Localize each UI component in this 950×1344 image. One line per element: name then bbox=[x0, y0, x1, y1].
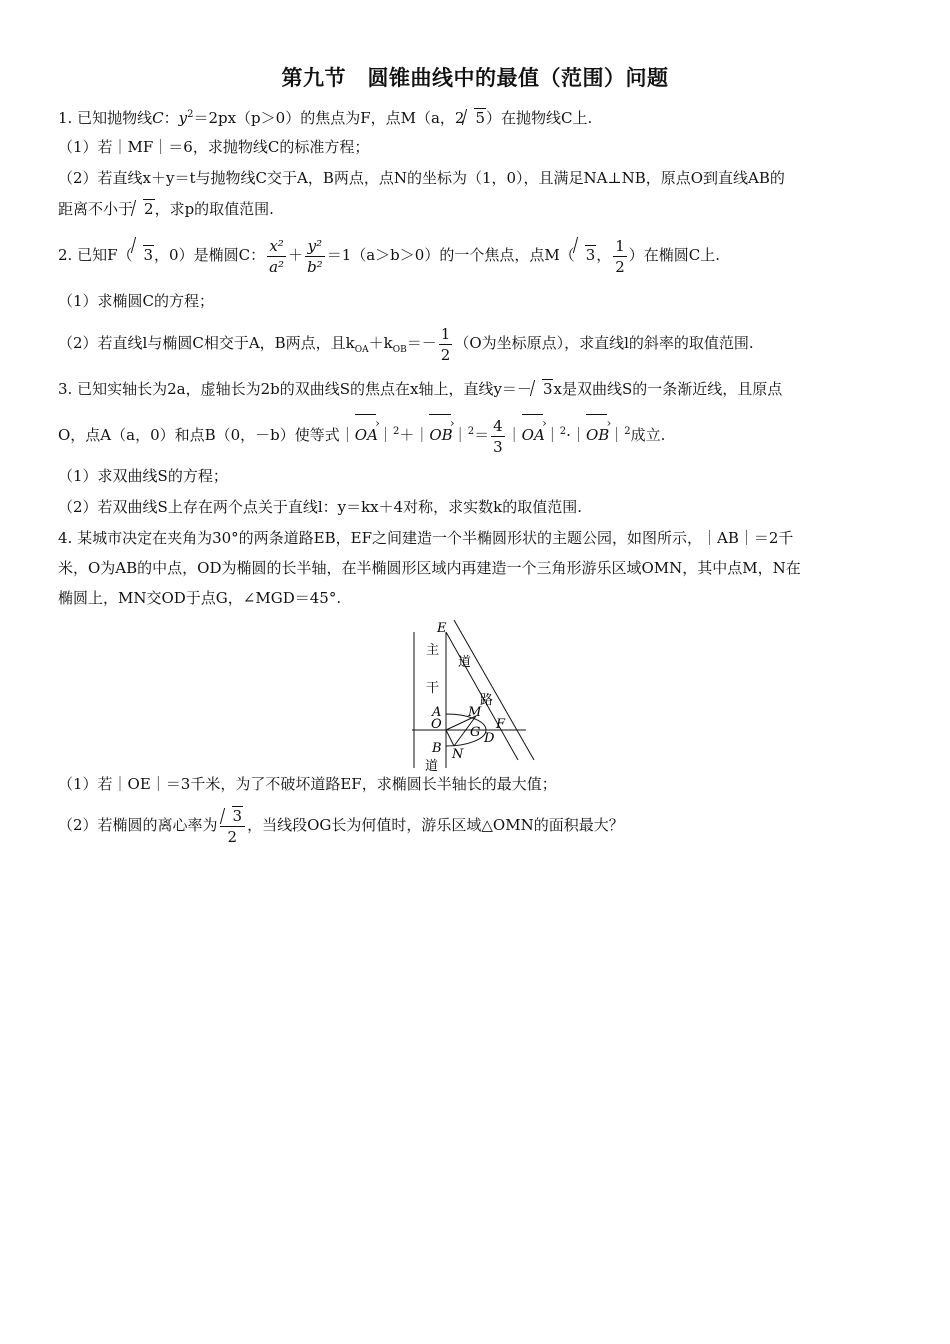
label-d: D bbox=[484, 731, 495, 746]
label-e: E bbox=[437, 621, 447, 636]
label-b: B bbox=[432, 741, 442, 756]
fraction-y2-b2: $\frac{\text{y²}}{\text{b²}}$ bbox=[307, 236, 323, 276]
label-f: F bbox=[496, 717, 506, 732]
sqrt-5: 5 bbox=[464, 107, 486, 129]
label-m: M bbox=[468, 705, 482, 720]
label-lu: 路 bbox=[480, 693, 494, 708]
fraction-4-3: $\frac{4}{3}$ bbox=[493, 416, 503, 456]
label-n: N bbox=[452, 747, 464, 762]
figure-svg bbox=[410, 618, 540, 774]
problem-4-stem-line-2: 米，O为AB的中点，OD为椭圆的长半轴，在半椭圆形区域内再建造一个三角形游乐区域OMN，其中点M，N在 bbox=[58, 559, 801, 577]
label-gan: 干 bbox=[426, 681, 440, 696]
problem-3-stem-line-2: O，点A（a，0）和点B（0，－b）使等式｜› OA｜$^2$＋｜› OB｜$^2$＝ $\frac{4}{3}$ ｜› OA｜$^2$·｜› OB｜$^2$成立. bbox=[58, 412, 892, 457]
sqrt-3: 3 bbox=[133, 235, 155, 275]
fraction-1-2: $\frac{1}{2}$ bbox=[440, 324, 451, 364]
problem-1-question-2-line-2: 距离不小于 2，求p的取值范围. bbox=[58, 200, 274, 218]
problem-4-stem-line-1: 4. 某城市决定在夹角为30°的两条道路EB，EF之间建造一个半椭圆形状的主题公园，如图所示，｜AB｜＝2千 bbox=[58, 529, 794, 547]
vector-oa: › OA bbox=[355, 415, 378, 455]
vector-ob: › OB bbox=[586, 415, 609, 455]
problem-2-stem: 2. 已知F（ 3，0）是椭圆C： $\frac{\text{x²}}{\text{a²}}$ ＋ $\frac{\text{y²}}{\text{b²}}$ ＝1（a＞b＞0）的一个焦点，点M（ 3， $\frac{1}{2}$ ）在椭圆C上. bbox=[58, 236, 721, 276]
sqrt-3: 3 bbox=[222, 806, 244, 826]
problem-3-question-1: （1）求双曲线S的方程； bbox=[58, 467, 228, 485]
problem-2-question-1: （1）求椭圆C的方程； bbox=[58, 292, 215, 310]
fraction-sqrt3-2: $\frac{3}{2}$ bbox=[220, 806, 246, 847]
problem-1-question-2-line-1: （2）若直线x＋y＝t与抛物线C交于A，B两点，点N的坐标为（1，0），且满足NA⊥NB，原点O到直线AB的 bbox=[58, 169, 785, 187]
problem-3-question-2: （2）若双曲线S上存在两个点关于直线l：y＝kx＋4对称，求实数k的取值范围. bbox=[58, 498, 583, 516]
label-zhu: 主 bbox=[426, 643, 440, 658]
label-dao-1: 道 bbox=[458, 655, 472, 670]
label-o: O bbox=[431, 717, 442, 732]
problem-4-stem-line-3: 椭圆上，MN交OD于点G，∠MGD＝45°. bbox=[58, 589, 342, 607]
label-g: G bbox=[470, 725, 481, 740]
problem-4-question-1: （1）若｜OE｜＝3千米，为了不破坏道路EF，求椭圆长半轴长的最大值； bbox=[58, 775, 557, 793]
vector-oa: › OA bbox=[522, 415, 545, 455]
segment-on bbox=[446, 730, 454, 746]
sqrt-2: 2 bbox=[133, 198, 155, 220]
fraction-x2-a2: $\frac{\text{x²}}{\text{a²}}$ bbox=[269, 236, 285, 276]
problem-4-question-2: （2）若椭圆的离心率为 $\frac{3}{2}$ ，当线段OG长为何值时，游乐区域△OMN的面积最大？ bbox=[58, 806, 624, 846]
page-title: 第九节 圆锥曲线中的最值（范围）问题 bbox=[281, 66, 669, 90]
vector-ob: › OB bbox=[429, 415, 452, 455]
problem-1-question-1: （1）若｜MF｜＝6，求抛物线C的标准方程； bbox=[58, 138, 370, 156]
label-a: A bbox=[432, 705, 442, 720]
problem-2-question-2: （2）若直线l与椭圆C相交于A，B两点，且$k_{OA}+k_{OB}=-$ $\frac{1}{2}$ （O为坐标原点），求直线l的斜率的取值范围. bbox=[58, 324, 754, 364]
sqrt-3: 3 bbox=[532, 378, 554, 400]
road-park-figure bbox=[410, 618, 540, 774]
fraction-1-2: $\frac{1}{2}$ bbox=[615, 236, 625, 276]
problem-1-stem: 1. 已知抛物线C：$y^2=2px(p>0)$的焦点为F，点M（a，2 5）在抛物线C上. bbox=[58, 109, 593, 127]
problem-3-stem-line-1: 3. 已知实轴长为2a，虚轴长为2b的双曲线S的焦点在x轴上，直线y＝－ 3x是双曲线S的一条渐近线，且原点 bbox=[58, 380, 783, 398]
sqrt-3: 3 bbox=[575, 235, 597, 275]
label-dao-2: 道 bbox=[425, 759, 439, 774]
